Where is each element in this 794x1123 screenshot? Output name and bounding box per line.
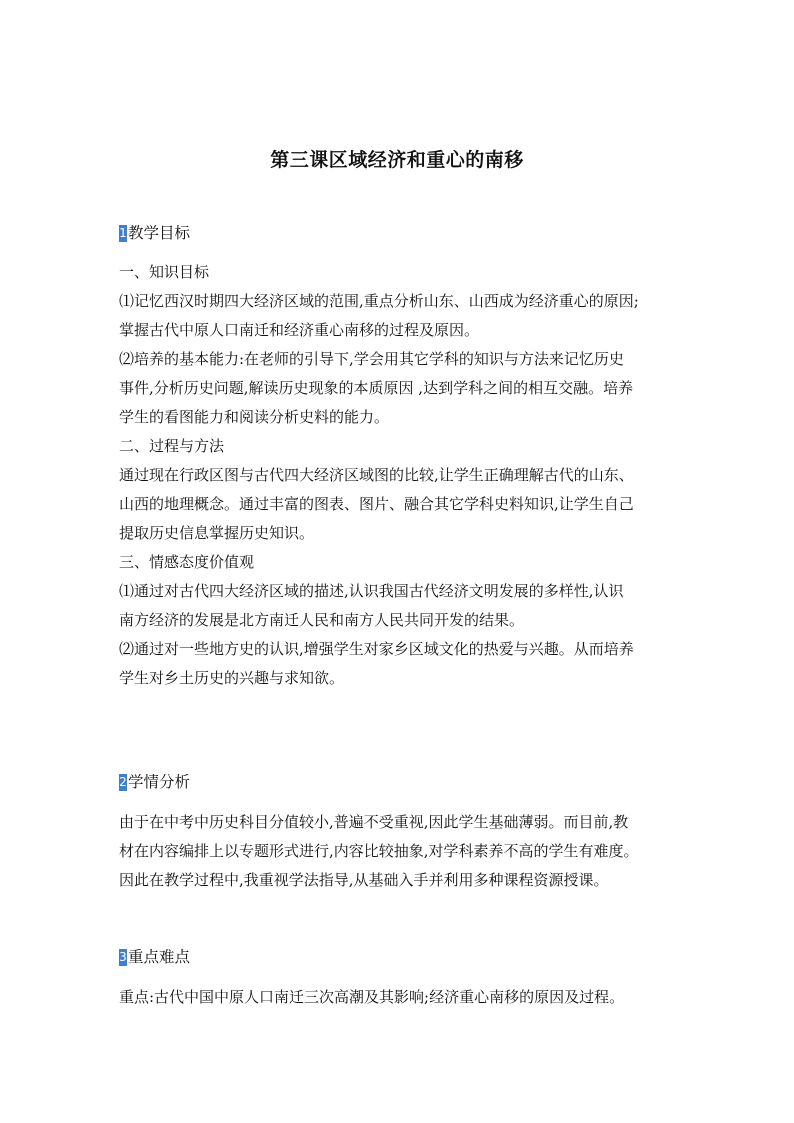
text-line: 掌握古代中原人口南迁和经济重心南移的过程及原因。 bbox=[119, 321, 480, 339]
text-line: 重点:古代中国中原人口南迁三次高潮及其影响;经济重心南移的原因及过程。 bbox=[119, 988, 625, 1006]
text-line: 由于在中考中历史科目分值较小,普遍不受重视,因此学生基础薄弱。而目前,教 bbox=[119, 813, 629, 831]
text-line: 学生对乡土历史的兴趣与求知欲。 bbox=[119, 669, 345, 687]
section-heading-objectives bbox=[119, 222, 190, 244]
text-line: 二、过程与方法 bbox=[119, 437, 225, 455]
text-line: ⑵通过对一些地方史的认识,增强学生对家乡区域文化的热爱与兴趣。从而培养 bbox=[119, 640, 634, 658]
section-heading-keypoints bbox=[119, 946, 190, 968]
text-line: 事件,分析历史问题,解读历史现象的本质原因 ,达到学科之间的相互交融。培养 bbox=[119, 379, 634, 397]
text-line: 材在内容编排上以专题形式进行,内容比较抽象,对学科素养不高的学生有难度。 bbox=[119, 842, 639, 860]
analysis-body bbox=[119, 808, 679, 895]
section-heading-text: 学情分析 bbox=[128, 773, 191, 791]
keypoints-body bbox=[119, 983, 679, 1012]
text-line: 山西的地理概念。通过丰富的图表、图片、融合其它学科史料知识,让学生自己 bbox=[119, 495, 634, 513]
text-line: 因此在教学过程中,我重视学法指导,从基础入手并利用多种课程资源授课。 bbox=[119, 871, 609, 889]
objectives-body bbox=[119, 258, 679, 693]
text-line: 通过现在行政区图与古代四大经济区域图的比较,让学生正确理解古代的山东、 bbox=[119, 466, 634, 484]
text-line: 一、知识目标 bbox=[119, 263, 210, 281]
text-line: 提取历史信息掌握历史知识。 bbox=[119, 524, 315, 542]
text-line: 三、情感态度价值观 bbox=[119, 553, 255, 571]
section-number-badge: 3 bbox=[119, 950, 127, 964]
text-line: 学生的看图能力和阅读分析史料的能力。 bbox=[119, 408, 390, 426]
text-line: ⑴记忆西汉时期四大经济区域的范围,重点分析山东、山西成为经济重心的原因; bbox=[119, 292, 639, 310]
section-heading-text: 重点难点 bbox=[128, 948, 191, 966]
document-title: 第三课区域经济和重心的南移 bbox=[270, 149, 524, 171]
text-line: ⑵培养的基本能力:在老师的引导下,学会用其它学科的知识与方法来记忆历史 bbox=[119, 350, 624, 368]
section-heading-text: 教学目标 bbox=[128, 224, 191, 242]
text-line: 南方经济的发展是北方南迁人民和南方人民共同开发的结果。 bbox=[119, 611, 525, 629]
section-number-badge: 2 bbox=[119, 775, 127, 789]
section-number-badge: 1 bbox=[119, 226, 127, 240]
text-line: ⑴通过对古代四大经济区域的描述,认识我国古代经济文明发展的多样性,认识 bbox=[119, 582, 624, 600]
section-heading-analysis bbox=[119, 771, 190, 793]
